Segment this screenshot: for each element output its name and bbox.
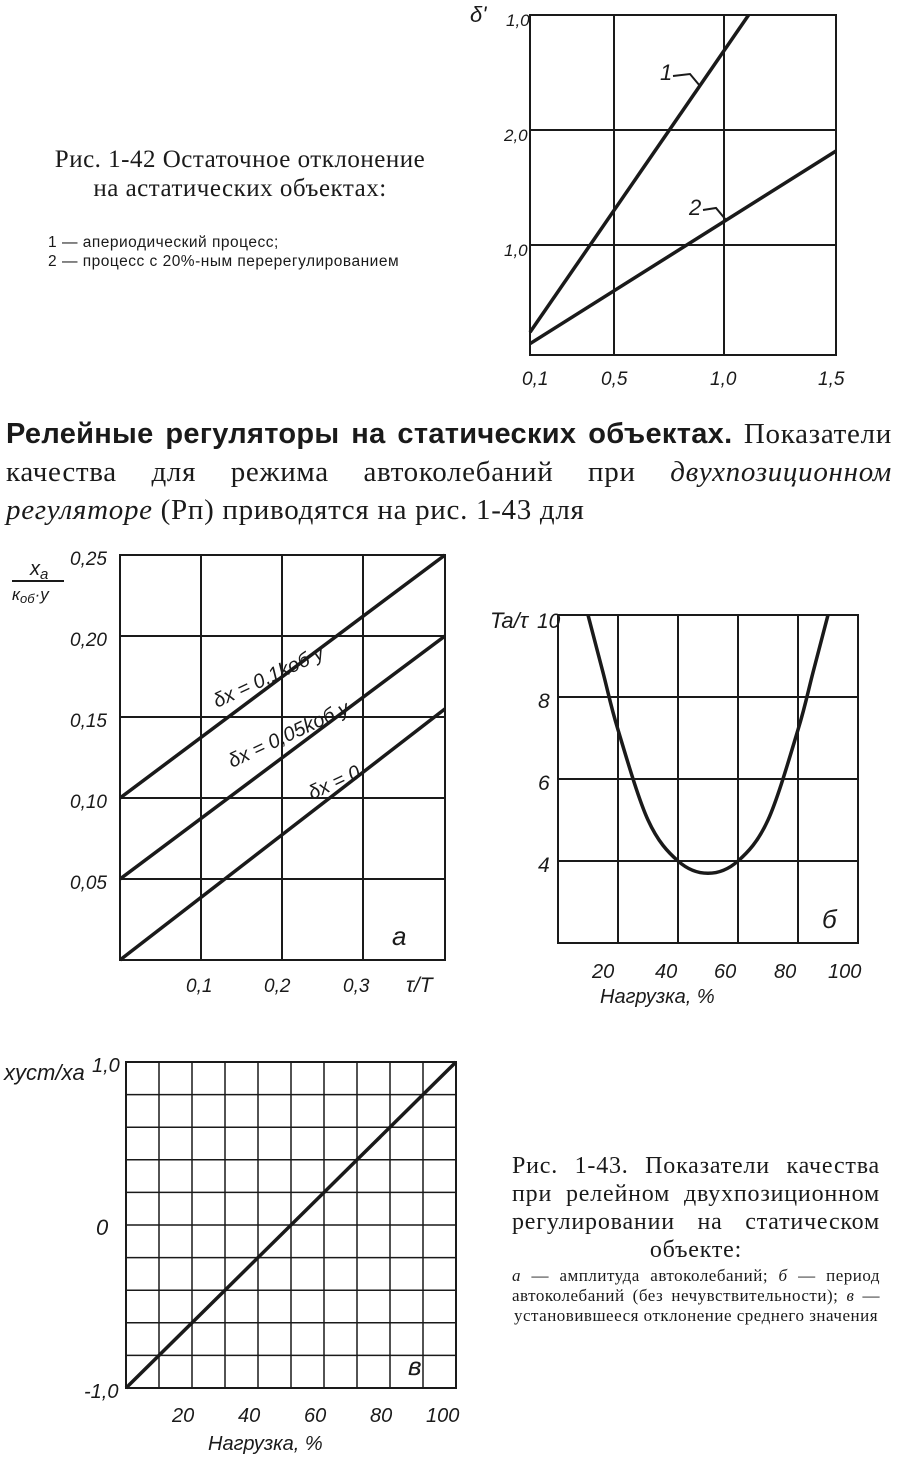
fig42-chart	[470, 0, 870, 395]
fig43v-xtick: 80	[370, 1405, 393, 1427]
fig42-caption-title: Рис. 1-42 Остаточное отклонение на астатических объектах:	[54, 146, 426, 202]
fig43b-ytick: 4	[538, 854, 550, 877]
fig43-caption-letter-b: б	[778, 1266, 788, 1285]
fig42-xtick: 0,1	[522, 369, 549, 390]
fig43b-xtick: 40	[655, 961, 678, 983]
paragraph-text-2: (Рп) приводятся на рис. 1-43 для	[152, 494, 585, 526]
fig43b-ytick: 6	[538, 772, 550, 795]
fig43b-xtick: 80	[774, 961, 797, 983]
fig43a-xtick: 0,3	[343, 976, 370, 997]
fig43a-ytick: 0,15	[70, 711, 107, 732]
fig43v-ytick: -1,0	[84, 1381, 119, 1403]
fig43v-xtick: 20	[172, 1405, 195, 1427]
fig42-series-label-2: 2	[689, 195, 702, 220]
fig42-ytick: 2,0	[504, 126, 528, 145]
fig43v-xtick: 40	[238, 1405, 261, 1427]
fig43b-xtick: 20	[592, 961, 615, 983]
fig43v-chart	[0, 1040, 470, 1460]
fig42-caption-item-2: 2 — процесс с 20%-ным перерегулированием	[48, 253, 400, 270]
fig43-caption-letter-a: а	[512, 1266, 521, 1285]
fig43b-panel-letter: б	[822, 904, 837, 934]
fig43a-xtick: 0,1	[186, 976, 213, 997]
fig42-xtick: 0,5	[601, 369, 628, 390]
fig43a-series-label-2: δx = 0,05kоб y	[224, 697, 353, 773]
fig42-caption-item-1: 1 — апериодический процесс;	[48, 234, 279, 251]
fig42-frame	[530, 15, 836, 355]
fig43b-series-line-1	[588, 615, 828, 873]
fig43v-xtick: 100	[426, 1405, 460, 1427]
fig43a-ylabel-den: коб·y	[12, 585, 49, 606]
fig43v-panel-letter: в	[408, 1351, 422, 1381]
fig43b-ylabel: Ta/τ	[490, 608, 528, 633]
fig43v-ytick: 1,0	[92, 1055, 120, 1077]
fig43a-xlabel: τ/T	[406, 974, 433, 997]
fig42-ytick: 1,0	[506, 11, 530, 30]
fig43b-xtick: 100	[828, 961, 862, 983]
fig43a-xtick: 0,2	[264, 976, 291, 997]
paragraph-text-1: Показатели качества для режима автоколебаний при	[6, 418, 892, 488]
body-paragraph	[6, 415, 892, 529]
paragraph-italic: двухпозиционном регуляторе	[6, 456, 892, 526]
fig43b-chart	[480, 595, 890, 1015]
fig43-caption-letter-v: в	[846, 1286, 855, 1305]
fig43b-xlabel: Нагрузка, %	[600, 986, 715, 1008]
fig42-ytick: 1,0	[504, 241, 528, 260]
fig43a-chart	[0, 540, 460, 1010]
fig43a-ytick: 0,10	[70, 792, 107, 813]
fig42-series-label-1: 1	[660, 60, 673, 85]
fig42-series-line-1	[530, 15, 749, 332]
fig43b-xtick: 60	[714, 961, 737, 983]
fig42-xtick: 1,5	[818, 369, 845, 390]
fig43-caption-items: а — амплитуда автоколебаний; б — период автоколебаний (без нечувствительности); в — установившееся отклонение среднего значения	[512, 1266, 880, 1325]
fig43v-xlabel: Нагрузка, %	[208, 1433, 323, 1455]
fig43b-ytick: 8	[538, 690, 550, 713]
fig43a-panel-letter: а	[392, 921, 407, 951]
fig43a-series-label-3: δx = 0	[304, 761, 364, 805]
fig42-series-line-2	[530, 151, 836, 344]
fig43v-ytick: 0	[96, 1215, 109, 1240]
fig43a-ytick: 0,25	[70, 549, 107, 570]
fig43a-ylabel-num: $x_a$	[30, 558, 49, 583]
fig43b-ytick: 10	[537, 610, 561, 633]
paragraph-heading: Релейные регуляторы на статических объектах.	[6, 418, 733, 450]
fig42-xtick: 1,0	[710, 369, 737, 390]
fig43v-ylabel: xуст/xa	[4, 1060, 85, 1085]
fig43v-xtick: 60	[304, 1405, 327, 1427]
fig42-caption-items	[48, 233, 418, 271]
fig42-ylabel: δ'	[470, 2, 487, 27]
fig43a-series-label-1: δx = 0,1kоб y	[209, 642, 328, 713]
fig43a-ytick: 0,20	[70, 630, 107, 651]
fig43-caption-title: Рис. 1-43. Показатели качества при релейном двухпозиционном регулировании на статическом объекте:	[512, 1153, 880, 1263]
fig43a-ytick: 0,05	[70, 873, 107, 894]
